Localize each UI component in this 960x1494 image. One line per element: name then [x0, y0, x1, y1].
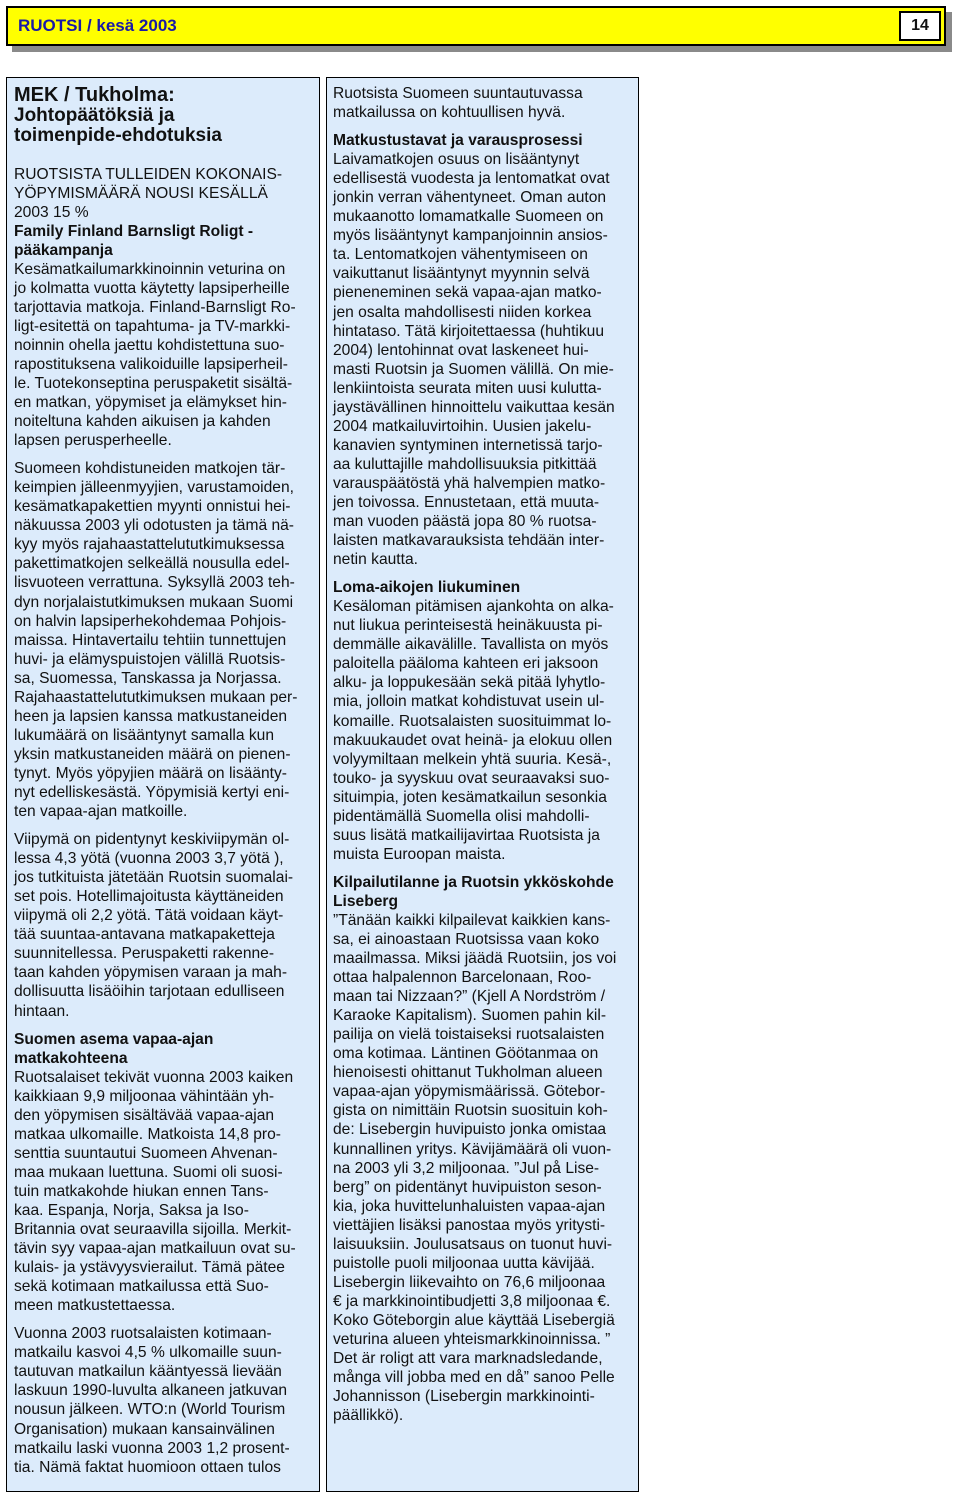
text-line: sa, Suomessa, Tanskassa ja Norjassa. — [14, 669, 282, 687]
text-line: Viipymä on pidentynyt keskiviipymän ol- — [14, 831, 290, 849]
text-line: 2004) lentohinnat ovat laskeneet hui- — [333, 341, 589, 359]
text-line: Britannia ovat seuraavilla sijoilla. Merkit- — [14, 1221, 292, 1239]
page-number: 14 — [899, 11, 941, 41]
text-line: komaille. Ruotsalaisten suosituimmat lo- — [333, 712, 612, 730]
text-line: jen toivossa. Ennustetaan, että muuta- — [333, 493, 600, 511]
text-line: lukumäärä on lisääntynyt samalla kun — [14, 726, 275, 744]
text-line: yksin matkustaneiden määrä on pienen- — [14, 745, 291, 763]
text-line: masti Ruotsin ja Suomen välillä. On mie- — [333, 360, 614, 378]
text-line: många vill jobba med en då” sanoo Pelle — [333, 1369, 615, 1387]
text-line: tynyt. Myös yöpyjien määrä on lisäänty- — [14, 764, 288, 782]
left-column — [6, 77, 320, 1492]
text-line: tautuvan matkailun kääntyessä lievään — [14, 1363, 282, 1381]
text-line: volyymiltaan melkein yhtä suuria. Kesä-, — [333, 750, 612, 768]
text-line: muista Euroopan maista. — [333, 845, 506, 863]
text-line: den yöpymisen sisältävää vapaa-ajan — [14, 1106, 275, 1124]
text-line: maa mukaan luettuna. Suomi oli suosi- — [14, 1163, 283, 1181]
text-line: € ja markkinointibudjetti 3,8 miljoonaa €. — [333, 1292, 611, 1310]
text-line: Kesäloman pitämisen ajankohta on alka- — [333, 598, 614, 616]
text-line: laisten matkavarauksista tehdään inter- — [333, 532, 605, 550]
competition-heading — [333, 873, 633, 911]
text-line: lisvuoteen verrattuna. Syksyllä 2003 teh- — [14, 574, 295, 592]
text-line: kyy myös rajahaastattelututkimuksessa — [14, 536, 285, 554]
right-column — [326, 77, 639, 1492]
text-line: noinnin ohella jaettu kohdistettuna suo- — [14, 336, 285, 354]
text-line: makuukaudet ovat heinä- ja elokuu ollen — [333, 731, 613, 749]
text-line: vapaa-ajan yöpymismäärissä. Götebor- — [333, 1083, 606, 1101]
text-line: Rajahaastattelututkimuksen mukaan per- — [14, 688, 298, 706]
text-line: nut liukua perinteisestä heinäkuusta pi- — [333, 617, 603, 635]
text-line: laisuuksiin. Joulusatsaus on tuonut huvi- — [333, 1235, 613, 1253]
text-line: on halvin lapsiperhekohdemaa Pohjois- — [14, 612, 287, 630]
text-line: veturina alueen yhteismarkkinoinnissa. ” — [333, 1331, 611, 1348]
text-line: de: Lisebergin huvipuisto jonka omistaa — [333, 1121, 607, 1139]
finland-position-heading — [14, 1030, 313, 1068]
text-line: Vuonna 2003 ruotsalaisten kotimaan- — [14, 1325, 272, 1343]
text-line: maailmassa. Miksi jäädä Ruotsiin, jos voi — [333, 950, 617, 968]
text-line: nousun jälkeen. WTO:n (World Tourism — [14, 1401, 286, 1419]
text-line: Karaoke Kapitalism). Suomen pahin kil- — [333, 1007, 607, 1025]
text-line: vaikuttanut lisääntynyt myynnin selvä — [333, 265, 590, 283]
intro-caps — [14, 165, 313, 222]
resellers-paragraph — [14, 459, 313, 821]
text-line: tävin syy vapaa-ajan matkailuun ovat su- — [14, 1240, 296, 1258]
text-line: Suomeen kohdistuneiden matkojen tär- — [14, 460, 286, 478]
text-line: aa kuluttajille mahdollisuuksia pitkittää — [333, 455, 597, 473]
text-line: jen osalta mahdollisesti niiden korkea — [333, 303, 592, 321]
text-line: viipymä oli 2,2 yötä. Tätä voidaan käyt- — [14, 907, 284, 925]
text-line: jo kolmatta vuotta käytetty lapsiperheille — [14, 279, 290, 297]
text-line: RUOTSISTA TULLEIDEN KOKONAIS- — [14, 165, 283, 183]
domestic-travel-paragraph — [14, 1324, 313, 1476]
text-line: demmälle aikavälille. Tavallista on myös — [333, 636, 609, 654]
intro-paragraph — [333, 84, 633, 122]
text-line: dollisuutta lisäöihin tarjotaan edulliseen — [14, 983, 285, 1001]
heading-line: Kilpailutilanne ja Ruotsin ykköskohde — [333, 873, 614, 891]
text-line: ligt-esitettä on tapahtuma- ja TV-markki- — [14, 317, 291, 335]
text-line: Lisebergin liikevaihto on 76,6 miljoonaa — [333, 1273, 606, 1291]
finland-position-paragraph — [14, 1068, 313, 1316]
text-line: tarjottavia matkoja. Finland-Barnsligt Ro- — [14, 298, 296, 316]
text-line: pidentämällä Suomella olisi mahdolli- — [333, 807, 590, 825]
text-line: kanavien syntyminen internetissä tarjo- — [333, 436, 603, 454]
text-line: hienoisesti ohittanut Tukholman alueen — [333, 1064, 603, 1082]
heading-line: Suomen asema vapaa-ajan — [14, 1030, 214, 1048]
headline-line: MEK / Tukholma: — [14, 84, 175, 106]
text-line: mia, jolloin matkat kohdistuvat usein ul- — [333, 693, 605, 711]
competition-paragraph — [333, 911, 633, 1425]
text-line: dyn norjalaistutkimuksen mukaan Suomi — [14, 593, 294, 611]
text-line: edellisestä vuodesta ja lentomatkat ovat — [333, 170, 610, 188]
text-line: viettäjien lisäksi panostaa myös yritysti- — [333, 1216, 606, 1234]
text-line: ottaa halpalennon Barcelonaan, Roo- — [333, 969, 592, 987]
text-line: tuin matkakohde hiukan ennen Tans- — [14, 1182, 269, 1200]
text-line: kia, joka huvittelunhaluisten vapaa-ajan — [333, 1197, 606, 1215]
text-line: jaystävällinen hinnoittelu vaikuttaa kesän — [333, 398, 615, 416]
text-line: taan kahden yöpymisen varaan ja mah- — [14, 964, 288, 982]
text-line: ta. Lentomatkojen vähentymiseen on — [333, 246, 588, 264]
text-line: myös lisääntynyt kampanjoinnin ansios- — [333, 227, 608, 245]
holiday-shift-paragraph — [333, 597, 633, 864]
text-line: varauspäätöstä yhä halvempien matko- — [333, 474, 606, 492]
text-line: hintataso. Tätä kirjoitettaessa (huhtikuu — [333, 322, 605, 340]
text-line: ”Tänään kaikki kilpailevat kaikkien kans- — [333, 911, 611, 929]
campaign-heading — [14, 222, 313, 260]
text-line: na 2003 yli 3,2 miljoonaa. ”Jul på Lise- — [333, 1159, 600, 1177]
campaign-paragraph — [14, 260, 313, 450]
text-line: suus lisätä matkailijavirtaa Ruotsista ja — [333, 826, 600, 844]
text-line: meen matkustettaessa. — [14, 1297, 176, 1315]
text-line: ten vapaa-ajan matkoille. — [14, 803, 188, 821]
text-line: gista on nimittäin Ruotsin suosituin koh- — [333, 1102, 608, 1120]
text-line: maan tai Nizzaan?” (Kjell A Nordström / — [333, 988, 606, 1006]
text-line: puistolle puoli miljoonaa uutta kävijää. — [333, 1254, 595, 1272]
text-line: laskuun 1990-luvulta alkaneen jatkuvan — [14, 1382, 288, 1400]
text-line: rapostituksena valikoiduille lapsiperheil- — [14, 355, 288, 373]
text-line: matkailussa on kohtuullisen hyvä. — [333, 104, 566, 122]
text-line: mukaanotto lomamatkalle Suomeen on — [333, 208, 604, 226]
text-line: Organisation) mukaan kansainvälinen — [14, 1420, 275, 1438]
text-line: kaa. Espanja, Norja, Saksa ja Iso- — [14, 1201, 249, 1219]
text-line: matkailu laski vuonna 2003 1,2 prosent- — [14, 1439, 290, 1457]
text-line: sekä kotimaan matkailussa että Suo- — [14, 1278, 269, 1296]
text-line: jonkin verran vähentyneet. Oman auton — [333, 189, 607, 207]
article-headline — [14, 85, 313, 147]
text-line: netin kautta. — [333, 551, 418, 569]
text-line: Laivamatkojen osuus on lisääntynyt — [333, 151, 580, 169]
text-line: touko- ja syyskuu ovat seuraavaksi suo- — [333, 769, 610, 787]
travel-modes-paragraph — [333, 150, 633, 569]
text-line: näkuussa 2003 yli odotusten ja tämä nä- — [14, 517, 295, 535]
text-line: paloitella pääloma kahteen eri jaksoon — [333, 655, 599, 673]
text-line: heen ja lapsien kanssa matkustaneiden — [14, 707, 288, 725]
text-line: hintaan. — [14, 1002, 70, 1020]
text-line: en matkan, yöpymiset ja elämykset hin- — [14, 394, 288, 412]
heading-line: pääkampanja — [14, 241, 113, 259]
text-line: Koko Göteborgin alue käyttää Lisebergiä — [333, 1311, 615, 1329]
travel-modes-heading: Matkustustavat ja varausprosessi — [333, 132, 583, 150]
text-line: tia. Nämä faktat huomioon ottaen tulos — [14, 1458, 281, 1476]
text-line: pailija on vielä toistaiseksi ruotsalaisten — [333, 1026, 605, 1044]
text-line: jos tutkituista jätetään Ruotsin suomalai- — [14, 869, 294, 887]
text-line: suunnitellessa. Peruspaketti rakenne- — [14, 945, 275, 963]
text-line: lenkiintoista seurata miten uusi kulutta- — [333, 379, 602, 397]
text-line: pieneneminen sekä vapaa-ajan matko- — [333, 284, 602, 302]
text-line: Kesämatkailumarkkinoinnin veturina on — [14, 260, 286, 278]
headline-line: Johtopäätöksiä ja — [14, 104, 175, 126]
text-line: lessa 4,3 yötä (vuonna 2003 3,7 yötä ), — [14, 850, 284, 868]
text-line: lapsen perusperheelle. — [14, 432, 172, 450]
text-line: set pois. Hotellimajoitusta käyttäneiden — [14, 888, 284, 906]
text-line: nyt edelliskesästä. Yöpymisiä kertyi eni- — [14, 784, 290, 801]
text-line: Ruotsalaiset tekivät vuonna 2003 kaiken — [14, 1068, 294, 1086]
page-header — [6, 6, 946, 46]
stay-length-paragraph — [14, 830, 313, 1020]
text-line: berg” on pidentänyt huvipuiston seson- — [333, 1178, 602, 1196]
text-line: kesämatkapakettien myynti onnistui hei- — [14, 498, 291, 516]
text-line: maissa. Hintavertailu tehtiin tunnettujen — [14, 631, 287, 649]
text-line: Det är roligt att vara marknadsledande, — [333, 1350, 603, 1368]
text-line: Ruotsista Suomeen suuntautuvassa — [333, 85, 583, 102]
text-line: matkailu kasvoi 4,5 % ulkomaille suun- — [14, 1344, 282, 1362]
text-line: alku- ja loppukesään sekä pitää lyhytlo- — [333, 674, 606, 692]
holiday-shift-heading: Loma-aikojen liukuminen — [333, 579, 521, 597]
text-line: 2004 matkailuvirtoihin. Uusien jakelu- — [333, 417, 592, 435]
text-line: keimpien jälleenmyyjien, varustamoiden, — [14, 479, 294, 497]
text-line: le. Tuotekonseptina peruspaketit sisältä- — [14, 375, 293, 393]
heading-line: Family Finland Barnsligt Roligt - — [14, 222, 254, 240]
text-line: oma kotimaa. Läntinen Göötanmaa on — [333, 1045, 599, 1063]
text-line: matkaa ulkomaille. Matkoista 14,8 pro- — [14, 1125, 281, 1143]
heading-line: Liseberg — [333, 892, 398, 910]
text-line: senttia suuntautui Suomeen Ahvenan- — [14, 1144, 278, 1162]
header-title: RUOTSI / kesä 2003 — [18, 16, 177, 35]
text-line: kaikkiaan 9,9 miljoonaa vähintään yh- — [14, 1087, 275, 1105]
text-line: kulais- ja ystävyysvierailut. Tämä pätee — [14, 1259, 285, 1277]
text-line: tää suuntaa-antavana matkapaketteja — [14, 926, 275, 944]
text-line: huvi- ja elämyspuistojen välillä Ruotsis- — [14, 650, 286, 668]
text-line: 2003 15 % — [14, 203, 89, 221]
text-line: pakettimatkojen selkeällä nousulla edel- — [14, 555, 290, 573]
text-line: Johannisson (Lisebergin markkinointi- — [333, 1388, 595, 1406]
text-line: sa, ei ainoastaan Ruotsissa vaan koko — [333, 931, 600, 949]
text-line: situimpia, joten kesämatkailun sesonkia — [333, 788, 607, 806]
text-line: päällikkö). — [333, 1407, 404, 1425]
heading-line: matkakohteena — [14, 1049, 128, 1067]
text-line: YÖPYMISMÄÄRÄ NOUSI KESÄLLÄ — [14, 184, 268, 202]
text-line: noiteltuna kahden aikuisen ja kahden — [14, 413, 271, 431]
text-line: man vuoden päästä jopa 80 % ruotsa- — [333, 513, 597, 531]
text-line: kunnallinen yritys. Kävijämäärä oli vuon- — [333, 1140, 612, 1158]
headline-line: toimenpide-ehdotuksia — [14, 125, 222, 146]
